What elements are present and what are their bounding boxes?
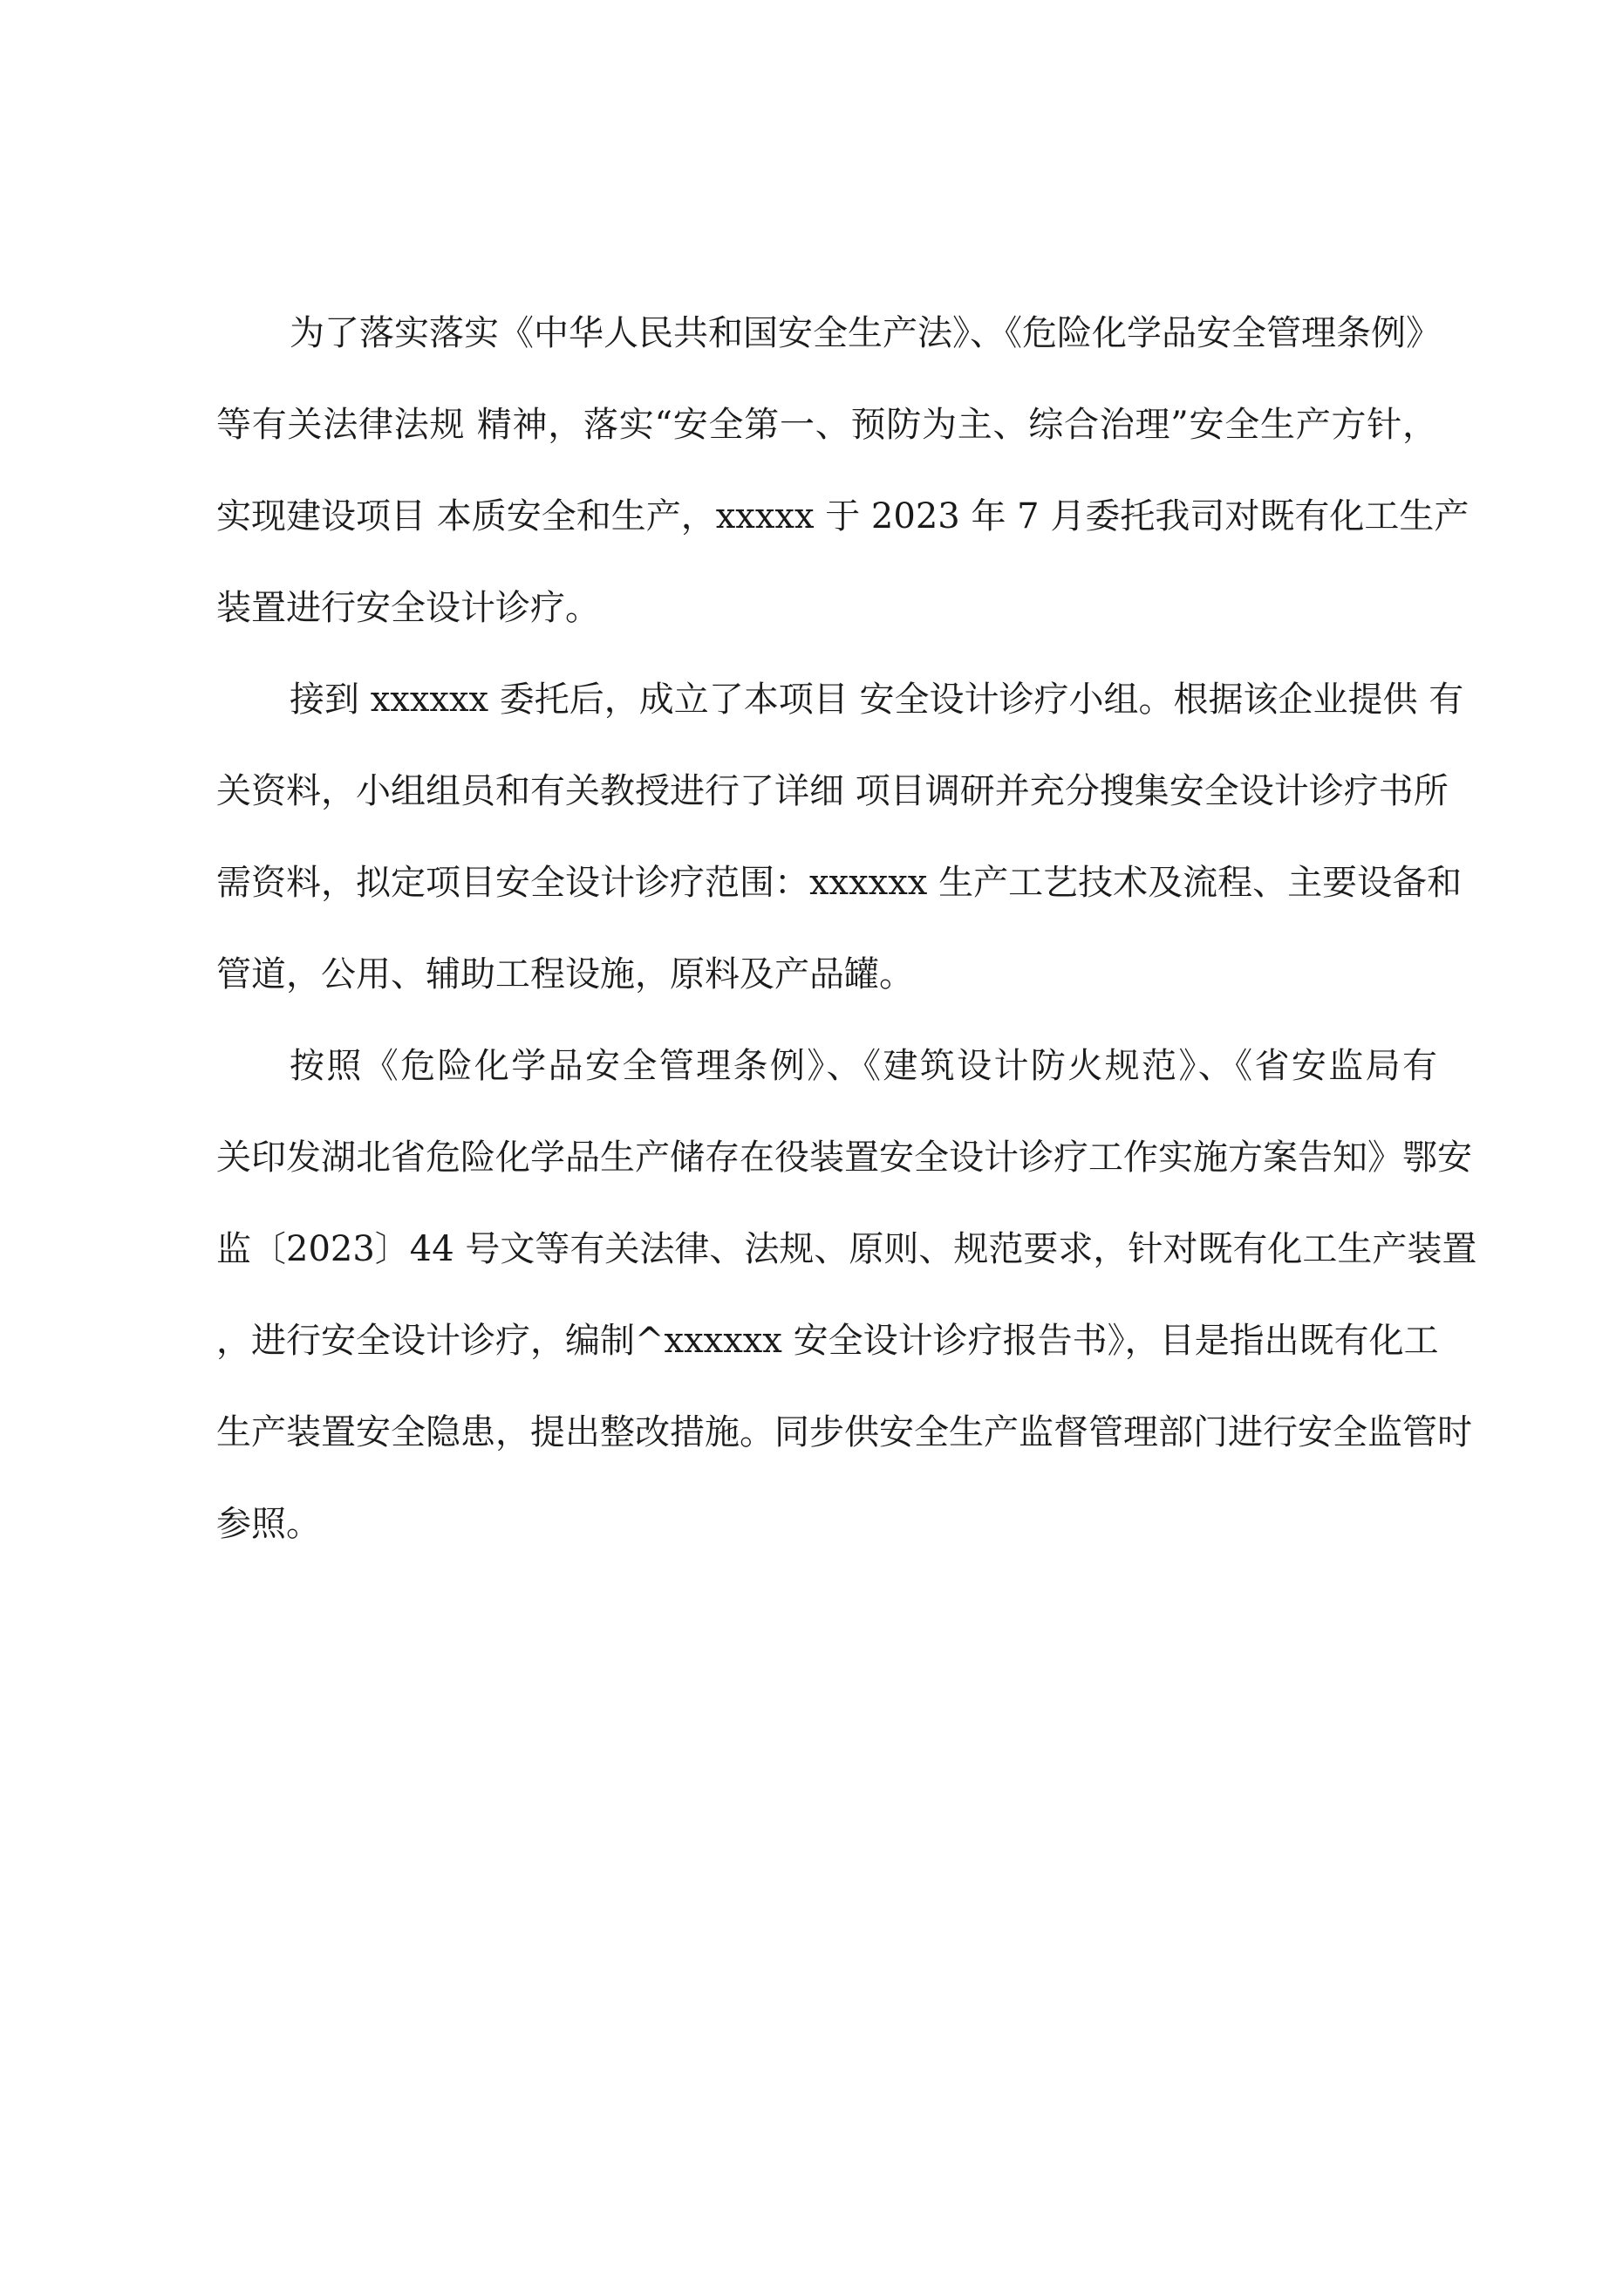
paragraph-1-line-3: 实现建设项目 本质安全和生产，xxxxx 于 2023 年 7 月委托我司对既有化工生产 [216,496,1470,536]
paragraph-2-line-1: 接到 xxxxxx 委托后，成立了本项目 安全设计诊疗小组。根据该企业提供 有 [290,680,1464,720]
paragraph-1-line-1: 为了落实落实《中华人民共和国安全生产法》、《危险化学品安全管理条例》 [290,313,1441,353]
paragraph-3-line-3: 监〔2023〕44 号文等有关法律、法规、原则、规范要求，针对既有化工生产装置 [216,1229,1477,1269]
paragraph-3-line-1: 按照《危险化学品安全管理条例》、《建筑设计防火规范》、《省安监局有 [290,1046,1437,1086]
paragraph-2-line-2: 关资料，小组组员和有关教授进行了详细 项目调研并充分搜集安全设计诊疗书所 [216,771,1449,811]
paragraph-3-line-6: 参照。 [216,1504,321,1544]
paragraph-1-line-2: 等有关法律法规 精神，落实“安全第一、预防为主、综合治理”安全生产方针， [216,405,1437,445]
paragraph-2-line-4: 管道，公用、辅助工程设施，原料及产品罐。 [216,954,914,994]
paragraph-2-line-3: 需资料，拟定项目安全设计诊疗范围：xxxxxx 生产工艺技术及流程、主要设备和 [216,863,1463,903]
paragraph-3-line-2: 关印发湖北省危险化学品生产储存在役装置安全设计诊疗工作实施方案告知》鄂安 [216,1138,1472,1178]
paragraph-1-line-4: 装置进行安全设计诊疗。 [216,588,600,628]
paragraph-3-line-5: 生产装置安全隐患，提出整改措施。同步供安全生产监督管理部门进行安全监管时 [216,1412,1472,1452]
paragraph-3-line-4: ，进行安全设计诊疗，编制^xxxxxx 安全设计诊疗报告书》，目是指出既有化工 [216,1321,1439,1361]
